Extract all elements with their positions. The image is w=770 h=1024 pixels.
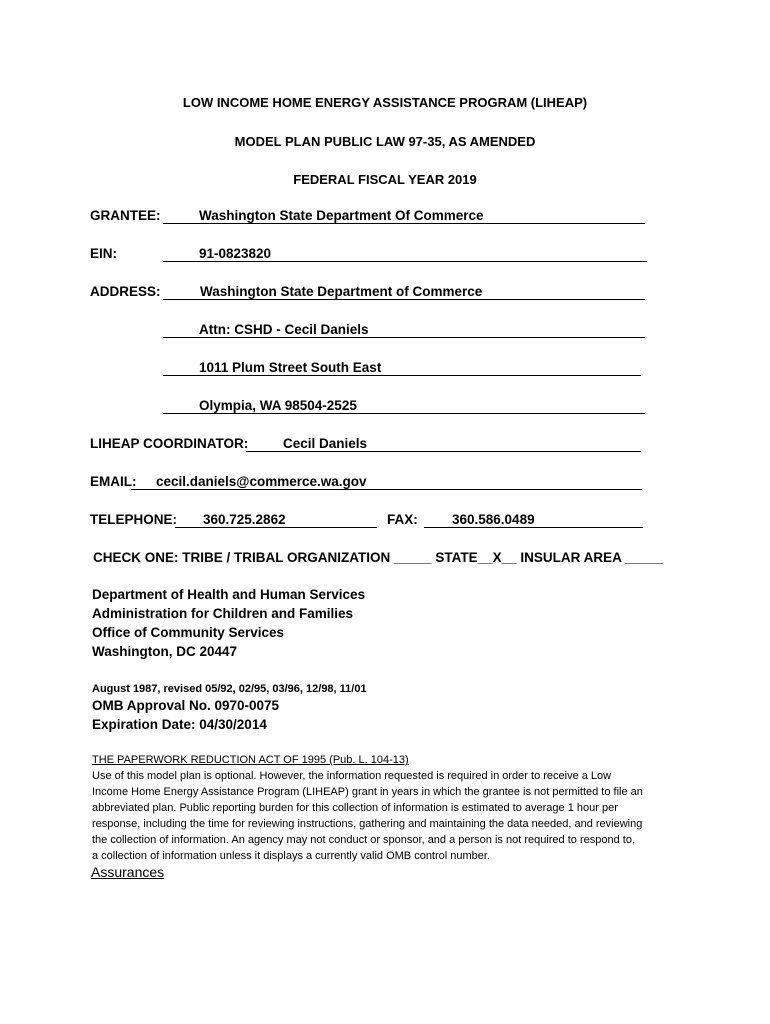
doc-subtitle: MODEL PLAN PUBLIC LAW 97-35, AS AMENDED [234, 134, 536, 149]
address-line-2: Attn: CSHD - Cecil Daniels [199, 322, 369, 337]
paperwork-title: THE PAPERWORK REDUCTION ACT OF 1995 (Pub. L. 104-13) [92, 754, 409, 766]
department-line-4: Washington, DC 20447 [92, 644, 238, 659]
ein-value: 91-0823820 [199, 246, 272, 261]
address-underline-4 [163, 413, 645, 414]
assurances-heading: Assurances [91, 864, 165, 880]
department-line-3: Office of Community Services [92, 625, 285, 640]
insular-label: INSULAR AREA [520, 550, 622, 565]
fax-label: FAX: [387, 512, 418, 527]
state-mark: __X__ [477, 550, 517, 565]
email-underline [131, 489, 642, 490]
paperwork-line: abbreviated plan. Public reporting burden for this collection of information is estimated to average 1 hour per [92, 802, 618, 814]
address-line-3: 1011 Plum Street South East [199, 360, 382, 375]
revision-history: August 1987, revised 05/92, 02/95, 03/96, 12/98, 11/01 [92, 683, 367, 695]
fax-underline [424, 527, 643, 528]
department-line-1: Department of Health and Human Services [92, 587, 366, 602]
doc-title: LOW INCOME HOME ENERGY ASSISTANCE PROGRAM (LIHEAP) [182, 95, 588, 110]
grantee-label: GRANTEE: [90, 208, 161, 223]
telephone-value: 360.725.2862 [203, 512, 286, 527]
coordinator-value: Cecil Daniels [283, 436, 368, 451]
email-label: EMAIL: [90, 474, 137, 489]
grantee-underline [163, 223, 645, 224]
check-one-prefix: CHECK ONE: TRIBE / TRIBAL ORGANIZATION [93, 550, 391, 565]
coordinator-label: LIHEAP COORDINATOR: [90, 436, 249, 451]
ein-underline [163, 261, 647, 262]
coordinator-underline [246, 451, 641, 452]
paperwork-line: the collection of information. An agency may not conduct or sponsor, and a person is not required to respond to, [92, 834, 635, 846]
address-underline-3 [163, 375, 641, 376]
address-label: ADDRESS: [90, 284, 161, 299]
fiscal-year: FEDERAL FISCAL YEAR 2019 [293, 172, 477, 187]
tribe-blank: _____ [394, 550, 432, 565]
omb-approval: OMB Approval No. 0970-0075 [92, 698, 280, 713]
ein-label: EIN: [90, 246, 117, 261]
check-one-row [93, 550, 663, 565]
department-line-2: Administration for Children and Families [92, 606, 354, 621]
state-label: STATE [435, 550, 478, 565]
telephone-underline [175, 527, 377, 528]
address-line-1: Washington State Department of Commerce [200, 284, 483, 299]
address-line-4: Olympia, WA 98504-2525 [199, 398, 357, 413]
insular-blank: _____ [625, 550, 663, 565]
telephone-label: TELEPHONE: [90, 512, 178, 527]
expiration-date: Expiration Date: 04/30/2014 [92, 717, 267, 732]
fax-value: 360.586.0489 [452, 512, 535, 527]
paperwork-line: Income Home Energy Assistance Program (LIHEAP) grant in years in which the grantee is not permitted to file an [92, 786, 643, 798]
address-underline-1 [163, 299, 645, 300]
paperwork-line: response, including the time for reviewing instructions, gathering and maintaining the data needed, and reviewing [92, 818, 643, 830]
email-value: cecil.daniels@commerce.wa.gov [156, 474, 367, 489]
address-underline-2 [163, 337, 645, 338]
paperwork-line: Use of this model plan is optional. However, the information requested is required in order to receive a Low [92, 770, 612, 782]
grantee-value: Washington State Department Of Commerce [199, 208, 484, 223]
paperwork-line: a collection of information unless it displays a currently valid OMB control number. [92, 850, 491, 862]
